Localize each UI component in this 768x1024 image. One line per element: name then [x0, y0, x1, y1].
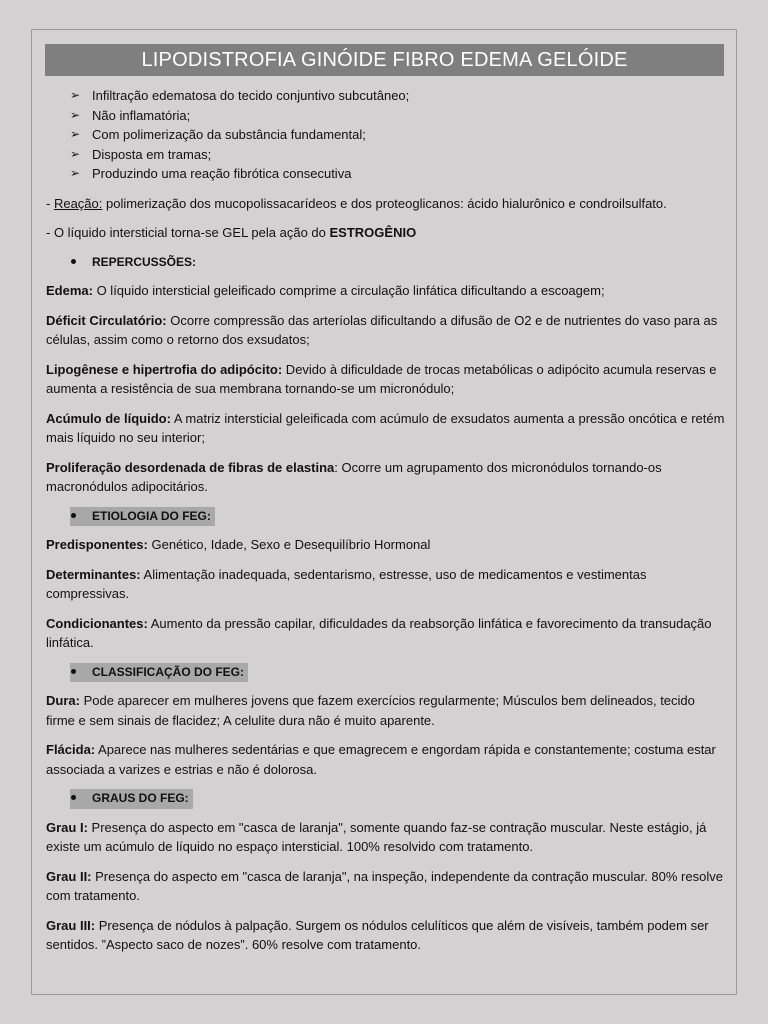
arrow-bullet-icon: ➢ — [70, 88, 81, 102]
paragraph: Déficit Circulatório: Ocorre compressão das arteríolas dificultando a difusão de O2 e de nutrientes do vaso para as células, assim como o retorno dos exsudatos; — [46, 312, 718, 347]
paragraph: Grau III: Presença de nódulos à palpação. Surgem os nódulos celulíticos que além de visíveis, também podem ser sentidos. ”Aspecto saco de nozes”. 60% resolve com tratamento. — [46, 917, 709, 952]
paragraph: Acúmulo de líquido: A matriz intersticial geleificada com acúmulo de exsudatos aumenta a pressão oncótica e retém mais líquido no seu interior; — [46, 410, 725, 445]
paragraph: Flácida: Aparece nas mulheres sedentárias e que emagrecem e engordam rápida e constantemente; costuma estar associada a varizes e estrias e não é dolorosa. — [46, 742, 716, 777]
arrow-bullet-icon: ➢ — [70, 107, 81, 122]
paragraph: Predisponentes: Genético, Idade, Sexo e Desequilíbrio Hormonal — [46, 537, 431, 552]
paragraph: Edema: O líquido intersticial geleificado comprime a circulação linfática dificultando a escoagem; — [46, 283, 605, 298]
list-item: ➢ Infiltração edematosa do tecido conjuntivo subcutâneo; — [70, 86, 726, 106]
intro-list — [46, 86, 726, 184]
section-heading-graus: GRAUS DO FEG: — [46, 789, 726, 809]
section-heading-repercussoes: REPERCUSSÕES: — [46, 253, 726, 273]
arrow-bullet-icon: ➢ — [70, 127, 81, 141]
paragraph: Lipogênese e hipertrofia do adipócito: Devido à dificuldade de trocas metabólicas o adipócito acumula reservas e aumenta a resistência de sua membrana tornando-se um micronódulo; — [46, 361, 717, 396]
list-item: ➢ Não inflamatória; — [70, 106, 726, 126]
list-item: ➢ Com polimerização da substância fundamental; — [70, 125, 726, 145]
section-heading-etiologia: ETIOLOGIA DO FEG: — [46, 507, 726, 527]
liquido-paragraph: - O líquido intersticial torna-se GEL pela ação do ESTROGÊNIO — [46, 225, 417, 240]
document-body — [46, 86, 726, 955]
paragraph: Grau II: Presença do aspecto em "casca de laranja", na inspeção, independente da contração muscular. 80% resolve com tratamento. — [46, 868, 723, 903]
reacao-paragraph: - Reação: polimerização dos mucopolissacarídeos e dos proteoglicanos: ácido hialurônico e condroilsulfato. — [46, 195, 667, 211]
list-item: ➢ Disposta em tramas; — [70, 145, 726, 165]
paragraph: Determinantes: Alimentação inadequada, sedentarismo, estresse, uso de medicamentos e vestimentas compressivas. — [46, 566, 647, 601]
paragraph: Proliferação desordenada de fibras de elastina: Ocorre um agrupamento dos micronódulos tornando-os macronódulos adipocitários. — [46, 459, 662, 494]
arrow-bullet-icon: ➢ — [70, 146, 81, 161]
bullet-dot-icon — [70, 507, 92, 527]
bullet-dot-icon — [70, 253, 92, 273]
arrow-bullet-icon: ➢ — [70, 166, 81, 180]
bullet-dot-icon — [70, 663, 92, 683]
section-heading-classificacao: CLASSIFICAÇÃO DO FEG: — [46, 663, 726, 683]
paragraph: Dura: Pode aparecer em mulheres jovens que fazem exercícios regularmente; Músculos bem delineados, tecido firme e sem sinais de flacidez; A celulite dura não é muito aparente. — [46, 693, 695, 728]
list-item: ➢ Produzindo uma reação fibrótica consecutiva — [70, 164, 726, 184]
paragraph: Grau I: Presença do aspecto em "casca de laranja", somente quando faz-se contração muscular. Neste estágio, já existe um acúmulo de líquido no espaço intersticial. 100% resolvido com tratamento. — [46, 819, 707, 854]
document-title: LIPODISTROFIA GINÓIDE FIBRO EDEMA GELÓIDE — [45, 44, 724, 76]
bullet-dot-icon — [70, 789, 92, 809]
paragraph: Condicionantes: Aumento da pressão capilar, dificuldades da reabsorção linfática e favorecimento da transudação linfática. — [46, 615, 712, 650]
